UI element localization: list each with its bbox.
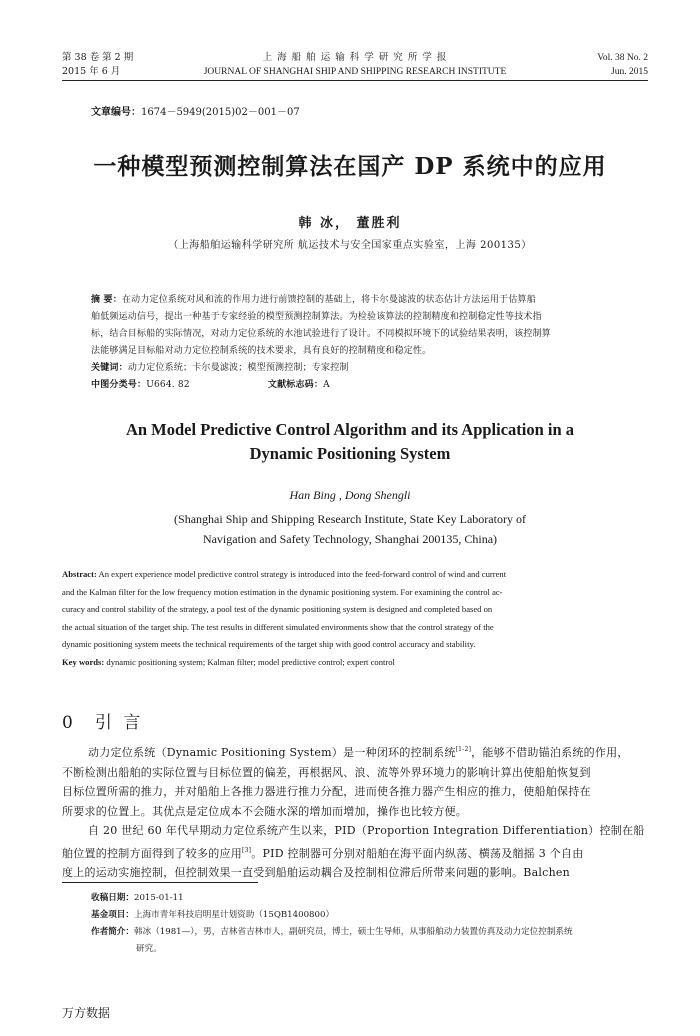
doc-code-label: 文献标志码： [267, 380, 324, 390]
journal-name-cn: 上 海 船 舶 运 输 科 学 研 究 所 学 报 [262, 52, 448, 63]
section-title: 引 言 [94, 713, 144, 733]
abstract-cn-line-2: 舶低频运动信号，提出一种基于专家经验的模型预测控制算法。为检验该算法的控制精度和控制稳定性等技术指 [91, 312, 542, 322]
affiliation-en [0, 509, 700, 549]
intro-p1-line-3: 目标位置所需的推力，并对船舶上各推力器进行推力分配，进而使各推力器产生相应的推力，使船舶保持在 [62, 785, 591, 798]
intro-p1-line-1b: ，能够不借助锚泊系统的作用， [471, 746, 629, 759]
header-journal [170, 51, 540, 79]
header-volume-en [597, 51, 648, 79]
citation-3[interactable]: [3] [242, 846, 252, 854]
intro-body [62, 740, 652, 883]
date-en: Jun. 2015 [611, 67, 648, 77]
footnote-received [91, 890, 651, 907]
doc-code-value: A [323, 380, 330, 390]
title-en-line-2: Dynamic Positioning System [249, 444, 451, 463]
watermark: 万方数据 [62, 1006, 111, 1020]
abstract-en-line-4: the actual situation of the target ship. The test results in different simulated environments show that the control strategy of the [62, 621, 494, 632]
header-rule [62, 80, 648, 81]
abstract-en-label: Abstract: [62, 569, 97, 579]
abstract-cn [91, 292, 651, 394]
article-number-value: 1674－5949(2015)02－001－07 [141, 107, 300, 118]
authors-en: Han Bing , Dong Shengli [289, 488, 411, 502]
received-label: 收稿日期： [91, 893, 134, 903]
intro-p2-line-2a: 舶位置的控制方面得到了较多的应用 [62, 846, 242, 860]
affiliation-en-line-1: (Shanghai Ship and Shipping Research Institute, State Key Laboratory of [174, 512, 526, 526]
article-number [91, 103, 300, 118]
title-en [40, 418, 660, 466]
abstract-en-line-2: and the Kalman filter for the low frequency motion estimation in the dynamic positioning system. For examining the control ac- [62, 586, 503, 597]
citation-1-2[interactable]: [1-2] [455, 746, 472, 753]
footnote-author [91, 924, 651, 941]
page-title: 一种模型预测控制算法在国产 DP 系统中的应用 [93, 153, 607, 180]
section-heading [62, 708, 143, 733]
intro-p1-line-2: 不断检测出船舶的实际位置与目标位置的偏差，再根据风、浪、流等外界环境力的影响计算出使船舶恢复到 [62, 765, 591, 779]
volume-cn: 第 38 卷 第 2 期 [62, 52, 134, 63]
volume-en: Vol. 38 No. 2 [597, 53, 648, 63]
abstract-cn-line-4: 法能够满足目标船对动力定位控制系统的技术要求，具有良好的控制精度和稳定性。 [91, 346, 432, 356]
affiliation-en-line-2: Navigation and Safety Technology, Shanghai 200135, China) [202, 532, 498, 546]
keywords-en [62, 654, 652, 672]
author-bio-value-2: 研究。 [136, 944, 162, 954]
intro-p2-line-1: 自 20 世纪 60 年代早期动力定位系统产生以来，PID（Proportion Integration Differentiation）控制在船 [88, 824, 645, 837]
journal-name-en: JOURNAL OF SHANGHAI SHIP AND SHIPPING RESEARCH INSTITUTE [203, 67, 507, 77]
fund-value: 上海市青年科技启明星计划资助（15QB1400800） [133, 910, 335, 920]
intro-p1-line-1a: 动力定位系统（Dynamic Positioning System）是一种闭环的控制系统 [88, 746, 456, 759]
received-value: 2015-01-11 [133, 893, 184, 903]
intro-p2-line-2b: 。PID 控制器可分别对船舶在海平面内纵荡、横荡及艏摇 3 个自由 [251, 846, 584, 860]
fund-label: 基金项目： [91, 910, 134, 920]
abstract-cn-line-1: 在动力定位系统对风和流的作用力进行前馈控制的基础上，将卡尔曼滤波的状态估计方法运用于估算船 [121, 295, 536, 305]
keywords-cn [91, 360, 651, 377]
abstract-en-line-1: An expert experience model predictive control strategy is introduced into the feed-forward control of wind and current [96, 569, 507, 579]
keywords-en-label: Key words: [62, 656, 105, 667]
classification [91, 377, 651, 394]
date-cn: 2015 年 6 月 [62, 66, 121, 77]
title-en-line-1: An Model Predictive Control Algorithm and its Application in a [125, 420, 575, 439]
intro-p1-line-4: 所要求的位置上。其优点是定位成本不会随水深的增加而增加，操作也比较方便。 [62, 804, 467, 818]
keywords-cn-value: 动力定位系统；卡尔曼滤波；模型预测控制；专家控制 [127, 363, 349, 373]
abstract-en [62, 566, 652, 671]
affiliation-cn: （上海船舶运输科学研究所 航运技术与安全国家重点实验室，上海 200135） [168, 240, 532, 251]
abstract-en-line-3: curacy and control stability of the strategy, a pool test of the dynamic positioning system is designed and completed based on [62, 604, 493, 614]
authors-cn: 韩 冰， 董胜利 [298, 216, 402, 231]
abstract-cn-label: 摘 要： [91, 295, 122, 305]
footnotes [91, 890, 651, 958]
article-number-label: 文章编号： [91, 107, 141, 118]
author-bio-label: 作者简介： [91, 927, 134, 937]
clc-value: U664. 82 [146, 380, 190, 390]
keywords-cn-label: 关键词： [91, 363, 128, 373]
section-number: 0 [62, 713, 73, 733]
clc-label: 中图分类号： [91, 380, 147, 390]
footnote-rule [62, 882, 258, 883]
header-volume-cn [62, 51, 133, 79]
footnote-fund [91, 907, 651, 924]
abstract-cn-line-3: 标，结合目标船的实际情况，对动力定位系统的水池试验进行了设计。不同模拟环境下的试验结果表明，该控制算 [91, 329, 552, 339]
intro-p2-line-3: 度上的运动实施控制，但控制效果一直受到船舶运动耦合及控制相位滞后所带来问题的影响。Balchen [62, 866, 570, 879]
abstract-en-line-5: dynamic positioning system meets the technical requirements of the target ship with good control accuracy and stability. [62, 639, 476, 649]
author-bio-value: 韩冰（1981—），男，吉林省吉林市人，副研究员，博士，硕士生导师，从事船舶动力装置仿真及动力定位控制系统 [133, 927, 573, 937]
keywords-en-value: dynamic positioning system; Kalman filter; model predictive control; expert control [104, 656, 395, 667]
